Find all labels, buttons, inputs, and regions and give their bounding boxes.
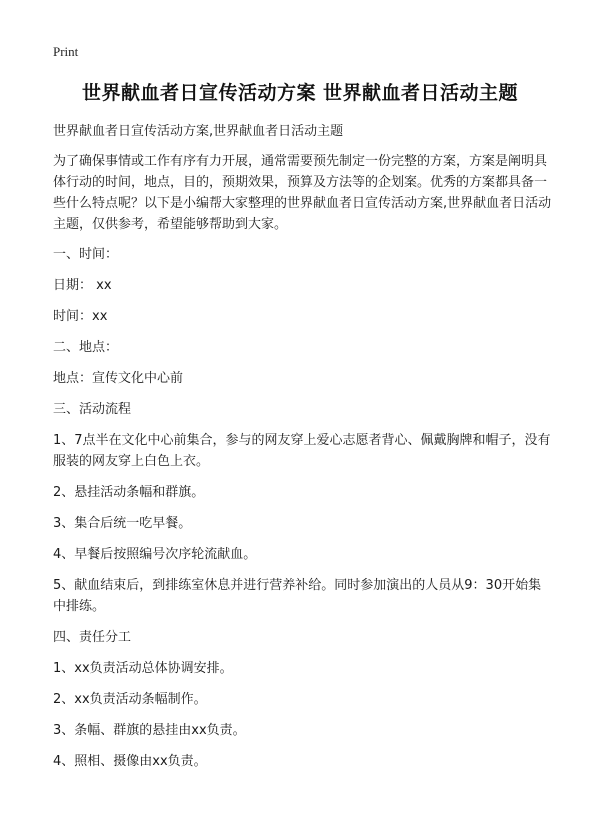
section-heading-process: 三、活动流程 xyxy=(53,402,132,417)
paragraph-time: 时间：xx xyxy=(53,309,108,324)
section-heading-duties: 四、责任分工 xyxy=(53,630,132,645)
process-step-3: 3、集合后统一吃早餐。 xyxy=(53,516,192,531)
process-step-2: 2、悬挂活动条幅和群旗。 xyxy=(53,485,205,500)
duty-item-2: 2、xx负责活动条幅制作。 xyxy=(53,692,207,707)
article-subtitle: 世界献血者日宣传活动方案,世界献血者日活动主题 xyxy=(53,124,344,139)
print-link[interactable]: Print xyxy=(53,44,79,59)
process-step-4: 4、早餐后按照编号次序轮流献血。 xyxy=(53,547,257,562)
section-heading-time: 一、时间： xyxy=(53,247,119,262)
process-step-1: 1、7点半在文化中心前集合，参与的网友穿上爱心志愿者背心、佩戴胸牌和帽子，没有服装的网友穿上白色上衣。 xyxy=(53,433,551,469)
duty-item-4: 4、照相、摄像由xx负责。 xyxy=(53,754,207,769)
duty-item-1: 1、xx负责活动总体协调安排。 xyxy=(53,661,233,676)
paragraph-location: 地点：宣传文化中心前 xyxy=(53,371,184,386)
duty-item-3: 3、条幅、群旗的悬挂由xx负责。 xyxy=(53,723,246,738)
article-intro: 为了确保事情或工作有序有力开展，通常需要预先制定一份完整的方案，方案是阐明具体行动的时间，地点，目的，预期效果，预算及方法等的企划案。优秀的方案都具备一些什么特点呢？以下是小编帮大家整理的世界献血者日宣传活动方案,世界献血者日活动主题，仅供参考，希望能够帮助到大家。 xyxy=(53,154,552,232)
section-heading-location: 二、地点： xyxy=(53,340,119,355)
process-step-5: 5、献血结束后，到排练室休息并进行营养补给。同时参加演出的人员从9：30开始集中排练。 xyxy=(53,578,542,614)
page-title: 世界献血者日宣传活动方案 世界献血者日活动主题 xyxy=(81,82,519,104)
article-body xyxy=(53,121,553,782)
paragraph-date: 日期： xx xyxy=(53,278,112,293)
